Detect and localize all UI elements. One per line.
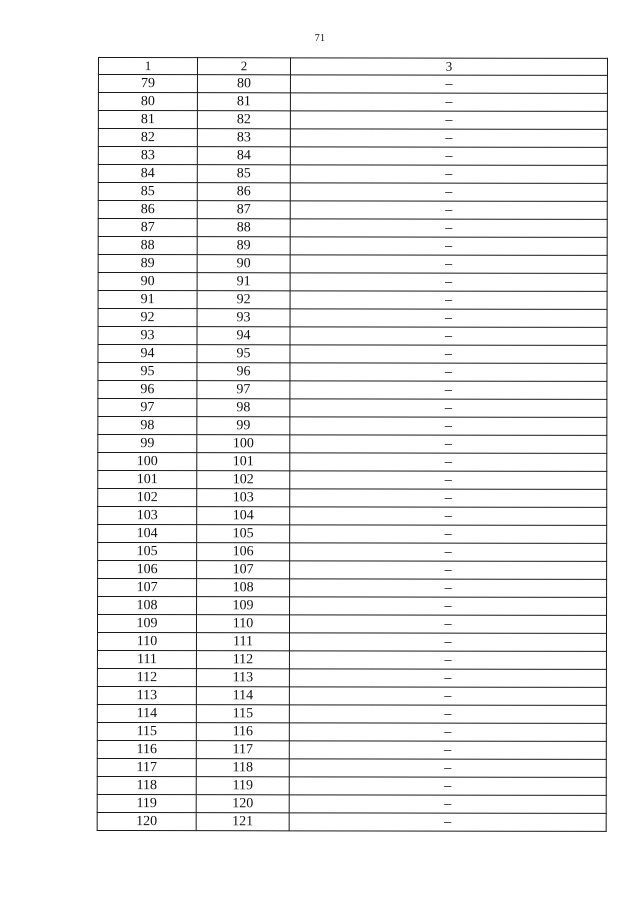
table-cell-col-1: 120: [97, 812, 196, 830]
table-cell-col-2: 97: [197, 381, 290, 399]
table-cell-col-3: –: [290, 489, 607, 508]
table-cell-col-2: 87: [197, 201, 290, 219]
table-cell-col-2: 104: [197, 507, 290, 525]
table-row: [98, 525, 607, 544]
table-cell-col-3: –: [290, 417, 607, 436]
table-cell-col-2: 118: [196, 759, 289, 777]
table-cell-col-1: 99: [98, 435, 197, 453]
table-row: [97, 633, 606, 652]
table-cell-col-2: 96: [197, 363, 290, 381]
table-cell-col-1: 116: [97, 740, 196, 758]
table-row: [98, 201, 607, 220]
table-cell-col-2: 86: [197, 183, 290, 201]
table-cell-col-3: –: [290, 255, 607, 274]
table-cell-col-3: –: [289, 759, 606, 778]
table-row: [98, 237, 607, 256]
table-cell-col-3: –: [290, 561, 607, 580]
table-cell-col-2: 100: [197, 435, 290, 453]
table-row: [98, 129, 607, 148]
table-cell-col-2: 84: [197, 147, 290, 165]
table-header: [98, 58, 607, 76]
table-cell-col-3: –: [290, 597, 607, 616]
table-cell-col-1: 114: [97, 704, 196, 722]
table-cell-col-1: 81: [98, 111, 197, 129]
table-cell-col-2: 80: [197, 75, 290, 93]
table-row: [98, 381, 607, 400]
table-cell-col-3: –: [289, 795, 606, 814]
table-row: [98, 579, 607, 598]
table-cell-col-1: 108: [98, 597, 197, 615]
table-cell-col-2: 116: [196, 723, 289, 741]
table-cell-col-1: 93: [98, 327, 197, 345]
table-cell-col-3: –: [290, 111, 607, 130]
table-row: [98, 165, 607, 184]
table-row: [98, 327, 607, 346]
table-cell-col-2: 82: [197, 111, 290, 129]
table-cell-col-2: 110: [196, 615, 289, 633]
table-row: [98, 111, 607, 130]
table-cell-col-1: 95: [98, 363, 197, 381]
table-row: [98, 363, 607, 382]
table-row: [98, 219, 607, 238]
table-cell-col-1: 94: [98, 345, 197, 363]
table-cell-col-3: –: [290, 165, 607, 184]
table-cell-col-2: 91: [197, 273, 290, 291]
table-cell-col-2: 99: [197, 417, 290, 435]
table-cell-col-2: 93: [197, 309, 290, 327]
table-cell-col-1: 82: [98, 129, 197, 147]
table-cell-col-3: –: [289, 813, 606, 832]
table-cell-col-3: –: [290, 543, 607, 562]
table-cell-col-2: 105: [197, 525, 290, 543]
table-cell-col-3: –: [290, 453, 607, 472]
table-row: [97, 794, 606, 813]
table-cell-col-1: 109: [97, 615, 196, 633]
table-cell-col-2: 85: [197, 165, 290, 183]
table-cell-col-2: 89: [197, 237, 290, 255]
table-cell-col-2: 109: [197, 597, 290, 615]
table-cell-col-1: 106: [98, 561, 197, 579]
table-cell-col-1: 89: [98, 255, 197, 273]
table-row: [98, 93, 607, 112]
column-header-1: 1: [98, 58, 197, 75]
table-cell-col-1: 91: [98, 291, 197, 309]
column-header-2: 2: [197, 58, 290, 75]
table-cell-col-2: 121: [196, 813, 289, 831]
table-cell-col-2: 95: [197, 345, 290, 363]
table-cell-col-1: 104: [98, 525, 197, 543]
table-cell-col-3: –: [289, 777, 606, 796]
table-cell-col-3: –: [290, 399, 607, 418]
table-cell-col-1: 107: [98, 579, 197, 597]
table-cell-col-2: 88: [197, 219, 290, 237]
table-cell-col-3: –: [289, 669, 606, 688]
table-cell-col-3: –: [290, 579, 607, 598]
table-cell-col-1: 90: [98, 273, 197, 291]
table-row: [98, 561, 607, 580]
table-row: [98, 435, 607, 454]
table-cell-col-3: –: [290, 273, 607, 292]
table-cell-col-1: 110: [97, 633, 196, 651]
table-cell-col-1: 118: [97, 776, 196, 794]
page-number: 71: [314, 33, 326, 44]
table-cell-col-3: –: [290, 129, 607, 148]
table-cell-col-1: 111: [97, 650, 196, 668]
table-cell-col-1: 86: [98, 201, 197, 219]
table-cell-col-1: 87: [98, 219, 197, 237]
table-row: [97, 704, 606, 723]
table-cell-col-1: 103: [98, 507, 197, 525]
table-cell-col-2: 103: [197, 489, 290, 507]
table-row: [98, 183, 607, 202]
table-cell-col-1: 88: [98, 237, 197, 255]
table-cell-col-2: 98: [197, 399, 290, 417]
table-cell-col-3: –: [290, 183, 607, 202]
data-table: [97, 57, 608, 832]
table-cell-col-1: 119: [97, 794, 196, 812]
table-cell-col-2: 113: [196, 669, 289, 687]
table-row: [98, 147, 607, 166]
table-cell-col-2: 111: [196, 633, 289, 651]
table-row: [98, 417, 607, 436]
table-row: [97, 776, 606, 795]
table-row: [97, 650, 606, 669]
table-cell-col-3: –: [290, 237, 607, 256]
table-row: [98, 309, 607, 328]
table-cell-col-1: 101: [98, 471, 197, 489]
table-cell-col-2: 115: [196, 705, 289, 723]
table-row: [98, 597, 607, 616]
table-cell-col-3: –: [290, 381, 607, 400]
table-row: [98, 453, 607, 472]
header-row: [98, 58, 607, 76]
table-cell-col-2: 81: [197, 93, 290, 111]
table-cell-col-3: –: [290, 471, 607, 490]
table-cell-col-2: 119: [196, 777, 289, 795]
table-cell-col-1: 83: [98, 147, 197, 165]
table-cell-col-1: 115: [97, 722, 196, 740]
table-cell-col-2: 106: [197, 543, 290, 561]
table-row: [97, 686, 606, 705]
table-row: [98, 345, 607, 364]
table-cell-col-3: –: [290, 507, 607, 526]
table-cell-col-3: –: [289, 651, 606, 670]
table-cell-col-2: 101: [197, 453, 290, 471]
table-row: [98, 75, 607, 94]
table-cell-col-3: –: [290, 363, 607, 382]
table-cell-col-2: 108: [197, 579, 290, 597]
table-cell-col-3: –: [290, 345, 607, 364]
table-cell-col-1: 96: [98, 381, 197, 399]
table-row: [98, 255, 607, 274]
table-row: [97, 615, 606, 634]
table-cell-col-1: 84: [98, 165, 197, 183]
table-cell-col-1: 85: [98, 183, 197, 201]
table-cell-col-1: 113: [97, 686, 196, 704]
table-row: [97, 668, 606, 687]
table-row: [98, 489, 607, 508]
table-row: [97, 740, 606, 759]
table-cell-col-3: –: [289, 723, 606, 742]
table-cell-col-2: 112: [196, 651, 289, 669]
table-cell-col-3: –: [290, 291, 607, 310]
table-row: [98, 543, 607, 562]
table-cell-col-3: –: [290, 75, 607, 94]
table-cell-col-1: 79: [98, 75, 197, 93]
table-row: [97, 812, 606, 831]
table-cell-col-3: –: [290, 525, 607, 544]
table-cell-col-1: 80: [98, 93, 197, 111]
table-cell-col-1: 98: [98, 417, 197, 435]
table-cell-col-3: –: [289, 705, 606, 724]
table-cell-col-3: –: [289, 633, 606, 652]
table-cell-col-3: –: [290, 327, 607, 346]
table-cell-col-1: 112: [97, 668, 196, 686]
table-cell-col-3: –: [290, 219, 607, 238]
table-row: [97, 758, 606, 777]
table-cell-col-3: –: [289, 687, 606, 706]
table-cell-col-3: –: [290, 309, 607, 328]
table-row: [98, 399, 607, 418]
table-cell-col-2: 83: [197, 129, 290, 147]
table-body: [97, 75, 607, 832]
table-cell-col-3: –: [290, 201, 607, 220]
table-cell-col-2: 117: [196, 741, 289, 759]
table-cell-col-2: 120: [196, 795, 289, 813]
table-cell-col-1: 102: [98, 489, 197, 507]
table-cell-col-2: 94: [197, 327, 290, 345]
table-cell-col-2: 107: [197, 561, 290, 579]
table-row: [98, 273, 607, 292]
table-row: [98, 471, 607, 490]
table-cell-col-2: 114: [196, 687, 289, 705]
column-header-3: 3: [290, 58, 607, 76]
table-cell-col-1: 100: [98, 453, 197, 471]
table-row: [98, 507, 607, 526]
table-cell-col-3: –: [290, 147, 607, 166]
table-cell-col-3: –: [290, 435, 607, 454]
table-cell-col-3: –: [289, 741, 606, 760]
table-cell-col-2: 92: [197, 291, 290, 309]
table-cell-col-1: 117: [97, 758, 196, 776]
table-cell-col-1: 105: [98, 543, 197, 561]
table-cell-col-1: 92: [98, 309, 197, 327]
table-row: [97, 722, 606, 741]
table-cell-col-2: 90: [197, 255, 290, 273]
table-cell-col-1: 97: [98, 399, 197, 417]
table-row: [98, 291, 607, 310]
table-cell-col-2: 102: [197, 471, 290, 489]
table-cell-col-3: –: [290, 93, 607, 112]
table-cell-col-3: –: [289, 615, 606, 634]
